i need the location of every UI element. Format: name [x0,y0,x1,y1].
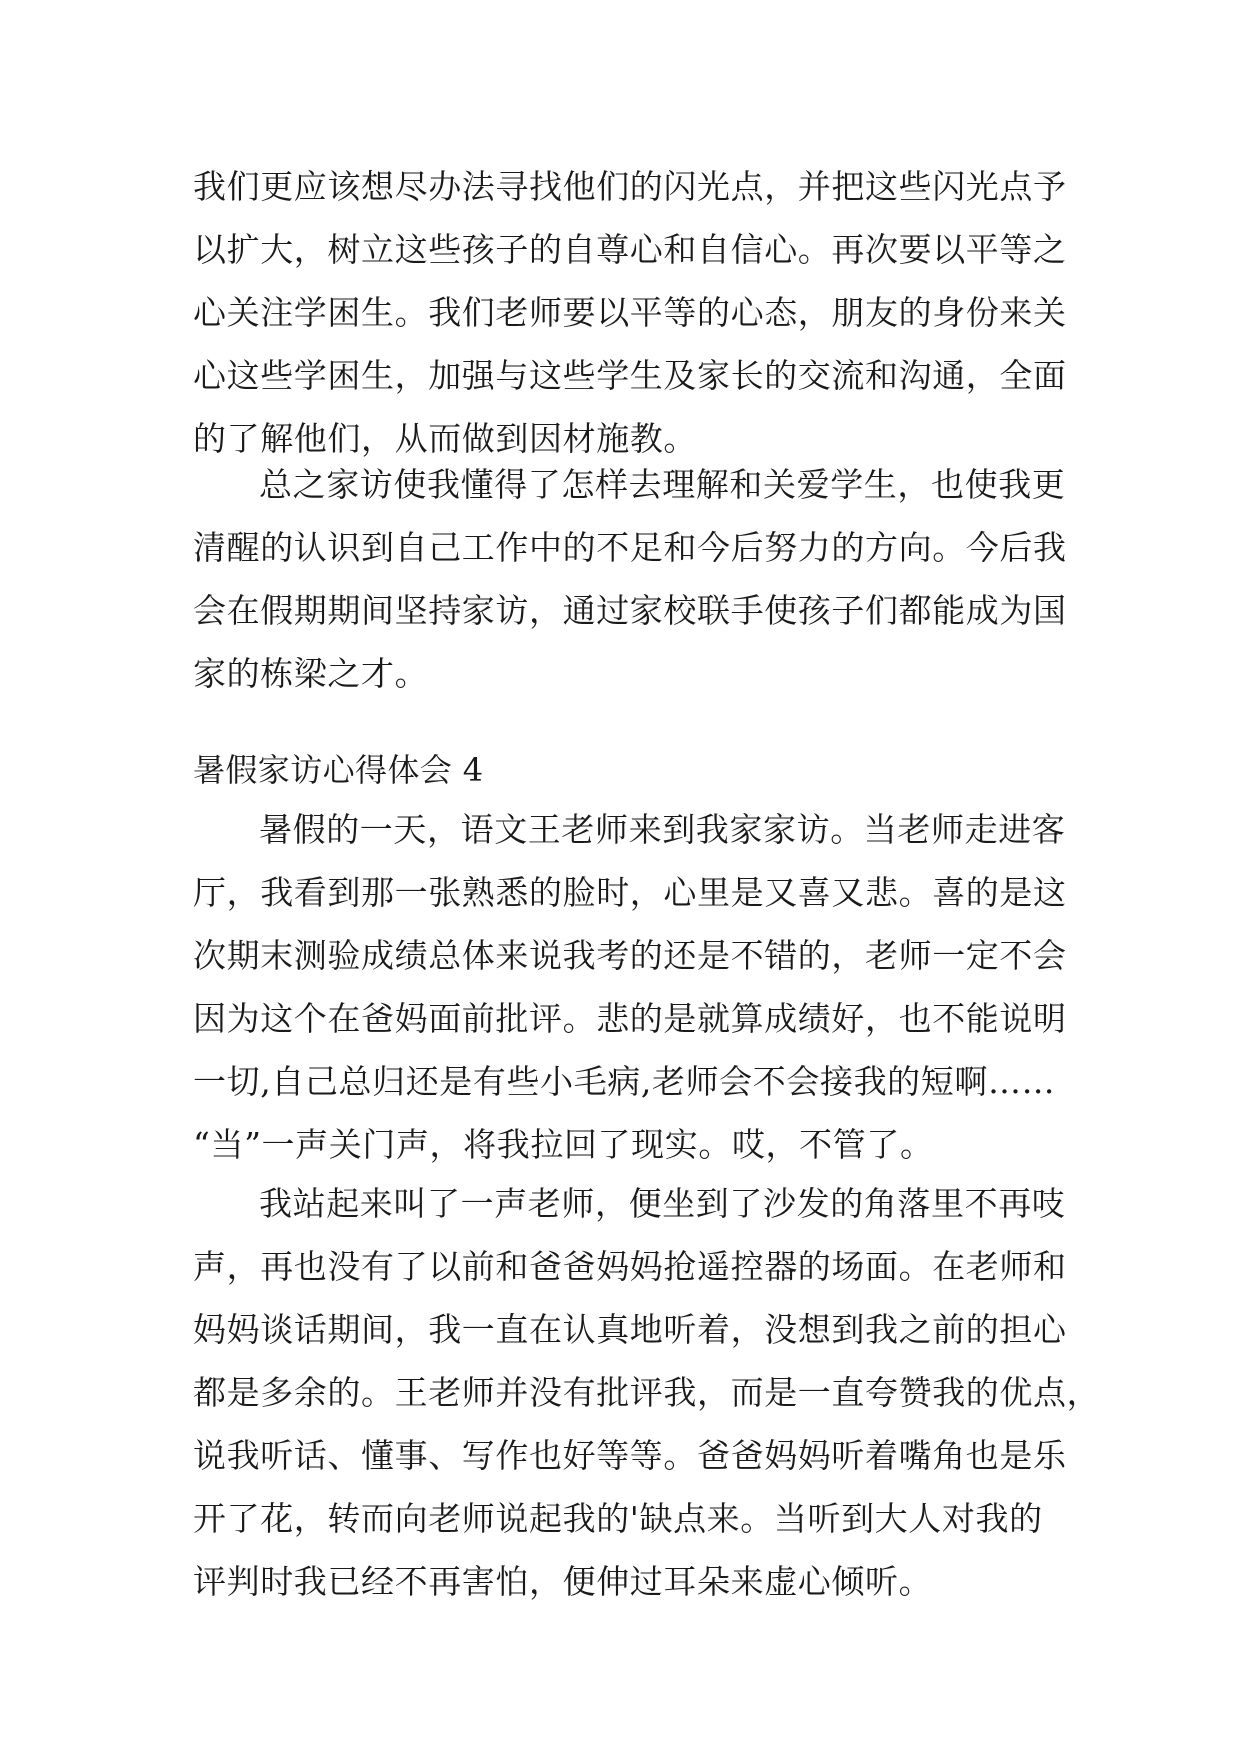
text-line: 评判时我已经不再害怕，便伸过耳朵来虚心倾听。 [193,1562,933,1601]
prev-paragraph-2 [193,453,1067,705]
text-line: 声，再也没有了以前和爸爸妈妈抢遥控器的场面。在老师和 [193,1247,1067,1286]
text-line: 我们更应该想尽办法寻找他们的闪光点，并把这些闪光点予 [193,167,1067,206]
text-line: 妈妈谈话期间，我一直在认真地听着，没想到我之前的担心 [193,1310,1067,1349]
text-line: “当”一声关门声，将我拉回了现实。哎，不管了。 [193,1125,934,1164]
text-line: 会在假期期间坚持家访，通过家校联手使孩子们都能成为国 [193,591,1067,630]
section-heading: 暑假家访心得体会 4 [193,751,484,789]
text-line: 暑假的一天，语文王老师来到我家家访。当老师走进客 [259,810,1066,849]
text-line: 心这些学困生，加强与这些学生及家长的交流和沟通，全面 [193,356,1067,395]
text-line: 总之家访使我懂得了怎样去理解和关爱学生，也使我更 [259,465,1066,504]
text-line: 都是多余的。王老师并没有批评我，而是一直夸赞我的优点， [193,1373,1101,1412]
section4-paragraph-2 [193,1172,1101,1613]
text-line: 厅，我看到那一张熟悉的脸时，心里是又喜又悲。喜的是这 [193,873,1067,912]
section4-paragraph-1 [193,798,1067,1176]
text-line: 的了解他们，从而做到因材施教。 [193,419,697,458]
text-line: 心关注学困生。我们老师要以平等的心态，朋友的身份来关 [193,293,1067,332]
text-line: 一切,自己总归还是有些小毛病,老师会不会接我的短啊…… [193,1062,1056,1101]
prev-paragraph-1 [193,155,1067,470]
text-line: 开了花，转而向老师说起我的'缺点来。当听到大人对我的 [193,1499,1043,1538]
text-line: 次期末测验成绩总体来说我考的还是不错的，老师一定不会 [193,936,1067,975]
text-line: 说我听话、懂事、写作也好等等。爸爸妈妈听着嘴角也是乐 [193,1436,1067,1475]
text-line: 家的栋梁之才。 [193,654,429,693]
text-line: 我站起来叫了一声老师，便坐到了沙发的角落里不再吱 [259,1184,1066,1223]
text-line: 清醒的认识到自己工作中的不足和今后努力的方向。今后我 [193,528,1067,567]
text-line: 以扩大，树立这些孩子的自尊心和自信心。再次要以平等之 [193,230,1067,269]
text-line: 因为这个在爸妈面前批评。悲的是就算成绩好，也不能说明 [193,999,1067,1038]
